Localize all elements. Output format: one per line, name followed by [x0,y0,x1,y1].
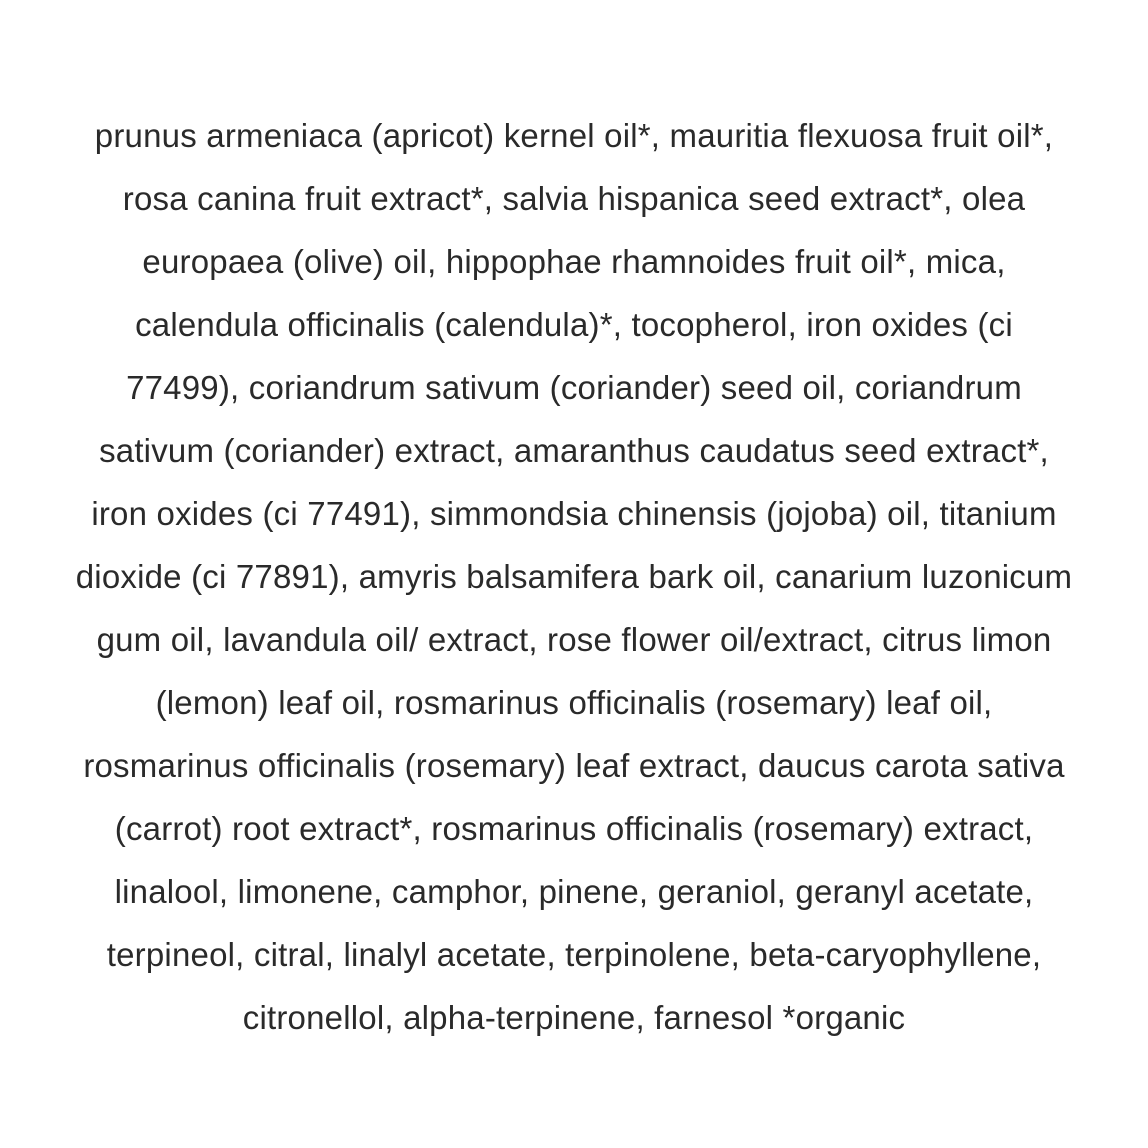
ingredient-line: terpineol, citral, linalyl acetate, terpinolene, beta-caryophyllene, [106,936,1042,973]
ingredient-line: (carrot) root extract*, rosmarinus officinalis (rosemary) extract, [114,810,1034,847]
ingredient-line: 77499), coriandrum sativum (coriander) seed oil, coriandrum [126,369,1022,406]
ingredient-line: europaea (olive) oil, hippophae rhamnoides fruit oil*, mica, [142,243,1006,280]
ingredient-line: (lemon) leaf oil, rosmarinus officinalis (rosemary) leaf oil, [155,684,993,721]
ingredient-line: prunus armeniaca (apricot) kernel oil*, mauritia flexuosa fruit oil*, [94,117,1054,154]
ingredient-line: rosmarinus officinalis (rosemary) leaf extract, daucus carota sativa [83,747,1065,784]
ingredient-line: dioxide (ci 77891), amyris balsamifera bark oil, canarium luzonicum [75,558,1073,595]
ingredient-line: linalool, limonene, camphor, pinene, geraniol, geranyl acetate, [114,873,1034,910]
ingredient-line: iron oxides (ci 77491), simmondsia chinensis (jojoba) oil, titanium [91,495,1057,532]
ingredient-line: sativum (coriander) extract, amaranthus caudatus seed extract*, [99,432,1049,469]
ingredient-list [0,104,1148,1049]
ingredient-line: rosa canina fruit extract*, salvia hispanica seed extract*, olea [122,180,1026,217]
ingredient-line: gum oil, lavandula oil/ extract, rose flower oil/extract, citrus limon [96,621,1052,658]
ingredient-line: citronellol, alpha-terpinene, farnesol *organic [242,999,906,1036]
ingredient-line: calendula officinalis (calendula)*, tocopherol, iron oxides (ci [135,306,1013,343]
